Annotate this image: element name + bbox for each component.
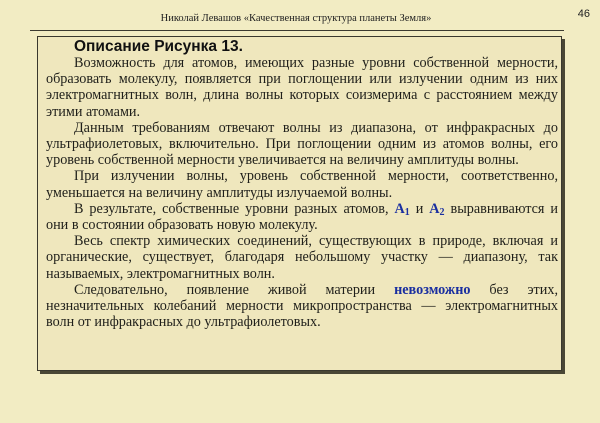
paragraph-5: Весь спектр химических соединений, существующих в природе, включая и органические, существует, благодаря небольшому участку — диапазону, так называемых, электромагнитных волн. xyxy=(46,233,558,282)
header-rule xyxy=(30,30,564,31)
atom-a1-subscript: 1 xyxy=(404,206,410,218)
atom-a2-letter: A xyxy=(429,200,440,217)
atom-a2-label xyxy=(429,201,444,217)
paragraph-4 xyxy=(46,201,558,233)
paragraph-6-text-start: Следовательно, появление живой материи xyxy=(74,281,395,298)
page-number: 46 xyxy=(577,8,590,20)
paragraph-4-text-end: выравниваются и они в состоянии образовать новую молекулу. xyxy=(46,200,559,234)
paragraph-6 xyxy=(46,282,558,331)
running-title: Николай Левашов «Качественная структура планеты Земля» xyxy=(160,12,432,24)
paragraph-6-text-end: без этих, незначительных колебаний мерности микропространства — электромагнитных волн от инфракрасных до ультрафиолетовых. xyxy=(46,281,558,331)
paragraph-3: При излучении волны, уровень собственной мерности, соответственно, уменьшается на величину амплитуды излучаемой волны. xyxy=(46,168,558,201)
figure-description xyxy=(46,38,558,330)
paragraph-4-conjunction: и xyxy=(409,200,430,217)
paragraph-2: Данным требованиям отвечают волны из диапазона, от инфракрасных до ультрафиолетовых, включительно. При поглощении одним из атомов волны, его уровень собственной мерности увеличивается на величину амплитуды волны. xyxy=(46,119,558,169)
page-header xyxy=(30,6,562,30)
atom-a1-letter: A xyxy=(394,200,405,217)
section-heading: Описание Рисунка 13. xyxy=(74,38,243,55)
paragraph-4-text-start: В результате, собственные уровни разных атомов, xyxy=(74,200,395,217)
paragraph-1: Возможность для атомов, имеющих разные уровни собственной мерности, образовать молекулу, появляется при поглощении или излучении одним из них электромагнитных волн, длина волны которых соизмерима с расстоянием между этими атомами. xyxy=(46,55,558,120)
emphasis-impossible: невозможно xyxy=(394,281,471,298)
atom-a1-label xyxy=(395,201,410,217)
atom-a2-subscript: 2 xyxy=(439,206,445,218)
